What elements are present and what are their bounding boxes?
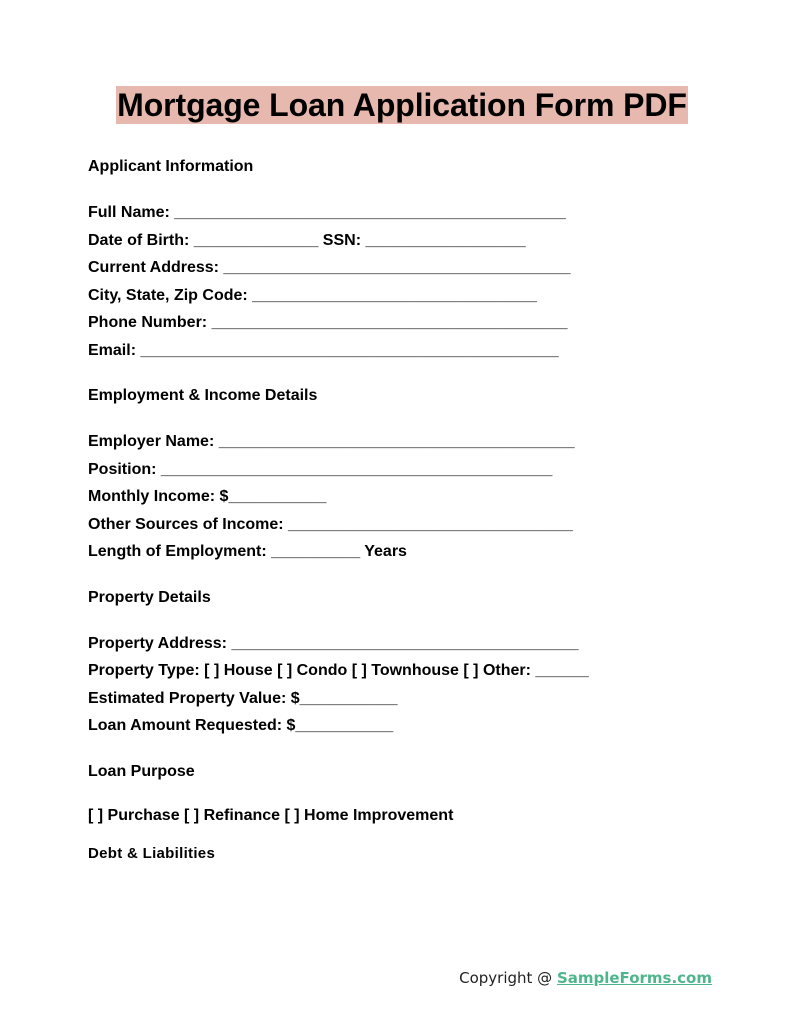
full-name-field[interactable]: Full Name: ____________________________________________ — [88, 204, 566, 221]
copyright-text: Copyright @ — [459, 969, 557, 987]
current-address-field[interactable]: Current Address: _______________________________________ — [88, 259, 571, 276]
section-heading-employment: Employment & Income Details — [88, 387, 318, 404]
loan-amount-field[interactable]: Loan Amount Requested: $___________ — [88, 717, 394, 734]
position-field[interactable]: Position: ____________________________________________ — [88, 460, 553, 478]
applicant-fields — [88, 199, 728, 364]
employer-name-field[interactable]: Employer Name: ________________________________________ — [88, 433, 575, 450]
estimated-value-field[interactable]: Estimated Property Value: $___________ — [88, 689, 398, 707]
property-type-field[interactable]: Property Type: [ ] House [ ] Condo [ ] Townhouse [ ] Other: ______ — [88, 662, 589, 679]
loan-purpose-options[interactable]: [ ] Purchase [ ] Refinance [ ] Home Improvement — [88, 806, 454, 824]
title-container — [0, 86, 804, 124]
section-heading-debt: Debt & Liabilities — [88, 844, 216, 862]
employment-fields — [88, 428, 728, 566]
form-body — [88, 155, 728, 866]
phone-number-field[interactable]: Phone Number: ________________________________________ — [88, 314, 568, 331]
length-of-employment-field[interactable]: Length of Employment: __________ Years — [88, 543, 407, 560]
property-fields — [88, 630, 728, 740]
email-field[interactable]: Email: _______________________________________________ — [88, 341, 559, 359]
page-title: Mortgage Loan Application Form PDF — [117, 87, 687, 123]
monthly-income-field[interactable]: Monthly Income: $___________ — [88, 488, 327, 505]
section-heading-applicant: Applicant Information — [88, 158, 254, 175]
brand-link[interactable]: SampleForms.com — [556, 969, 712, 987]
section-heading-loan-purpose: Loan Purpose — [88, 762, 195, 780]
dob-ssn-field[interactable]: Date of Birth: ______________ SSN: __________________ — [88, 231, 526, 249]
section-heading-property: Property Details — [88, 588, 211, 606]
city-state-zip-field[interactable]: City, State, Zip Code: ________________________________ — [88, 286, 537, 304]
footer-copyright — [459, 966, 712, 990]
property-address-field[interactable]: Property Address: _______________________________________ — [88, 634, 579, 652]
other-income-field[interactable]: Other Sources of Income: ________________________________ — [88, 515, 573, 533]
